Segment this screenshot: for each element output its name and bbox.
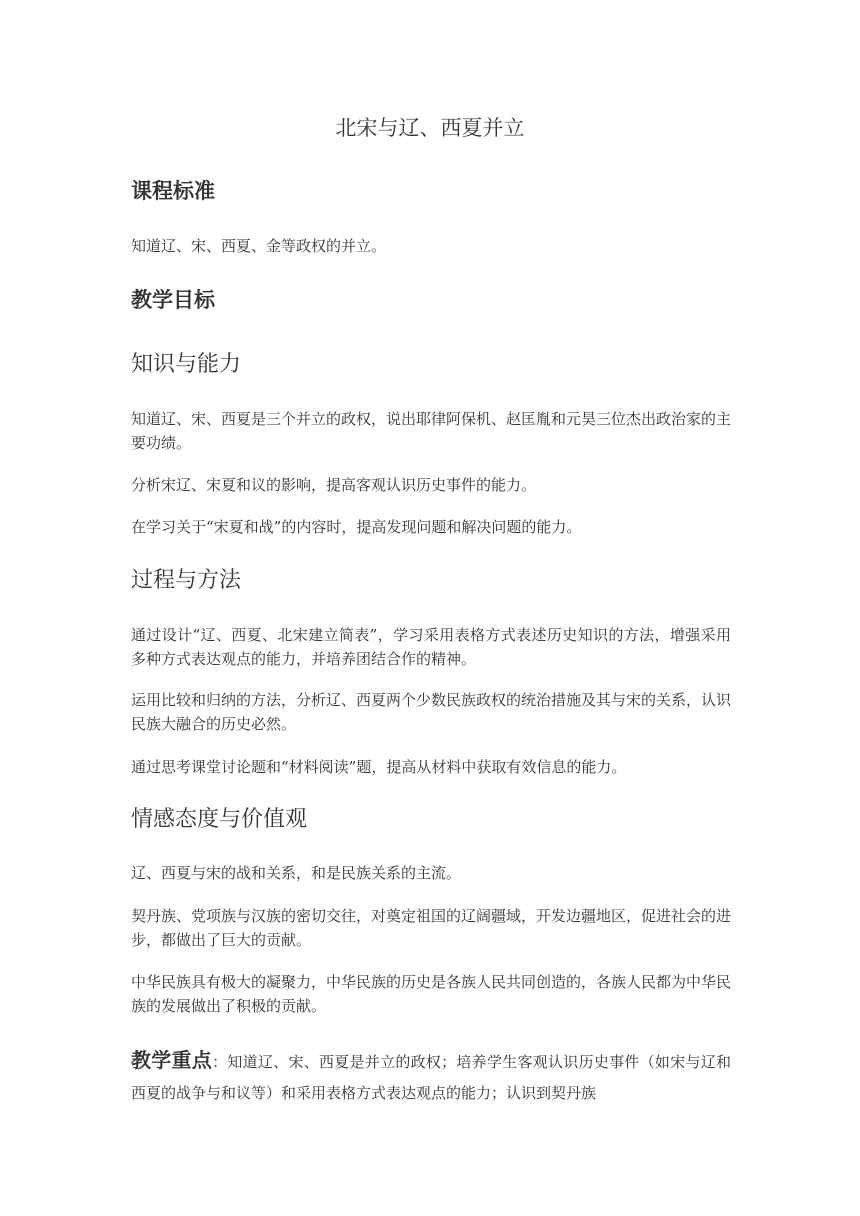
process-item-1: 通过设计“辽、西夏、北宋建立简表”，学习采用表格方式表述历史知识的方法，增强采用多种方式表达观点的能力，并培养团结合作的精神。 <box>131 626 731 668</box>
process-method-heading: 过程与方法 <box>131 568 242 593</box>
values-heading: 情感态度与价值观 <box>131 807 308 832</box>
values-item-1: 辽、西夏与宋的战和关系，和是民族关系的主流。 <box>131 864 462 882</box>
values-item-3: 中华民族具有极大的凝聚力，中华民族的历史是各族人民共同创造的，各族人民都为中华民族的发展做出了积极的贡献。 <box>131 973 732 1015</box>
process-item-2: 运用比较和归纳的方法，分析辽、西夏两个少数民族政权的统治措施及其与宋的关系，认识民族大融合的历史必然。 <box>131 691 732 733</box>
teaching-focus-text: ：知道辽、宋、西夏是并立的政权；培养学生客观认识历史事件（如宋与辽和西夏的战争与和议等）和采用表格方式表达观点的能力；认识到契丹族 <box>131 1053 732 1102</box>
values-item-2: 契丹族、党项族与汉族的密切交往，对奠定祖国的辽阔疆域，开发边疆地区，促进社会的进步，都做出了巨大的贡献。 <box>131 907 732 949</box>
knowledge-item-3: 在学习关于“宋夏和战”的内容时，提高发现问题和解决问题的能力。 <box>131 518 582 536</box>
course-standard-heading: 课程标准 <box>131 179 215 203</box>
document-title: 北宋与辽、西夏并立 <box>335 116 525 140</box>
teaching-goals-heading: 教学目标 <box>131 288 215 312</box>
course-standard-text: 知道辽、宋、西夏、金等政权的并立。 <box>131 237 387 255</box>
teaching-focus-label: 教学重点 <box>131 1048 213 1072</box>
knowledge-item-2: 分析宋辽、宋夏和议的影响，提高客观认识历史事件的能力。 <box>131 476 537 494</box>
knowledge-item-1: 知道辽、宋、西夏是三个并立的政权，说出耶律阿保机、赵匡胤和元昊三位杰出政治家的主要功绩。 <box>131 410 732 452</box>
process-item-3: 通过思考课堂讨论题和“材料阅读”题，提高从材料中获取有效信息的能力。 <box>131 758 627 776</box>
knowledge-ability-heading: 知识与能力 <box>131 352 242 377</box>
teaching-focus-paragraph <box>131 1045 731 1109</box>
